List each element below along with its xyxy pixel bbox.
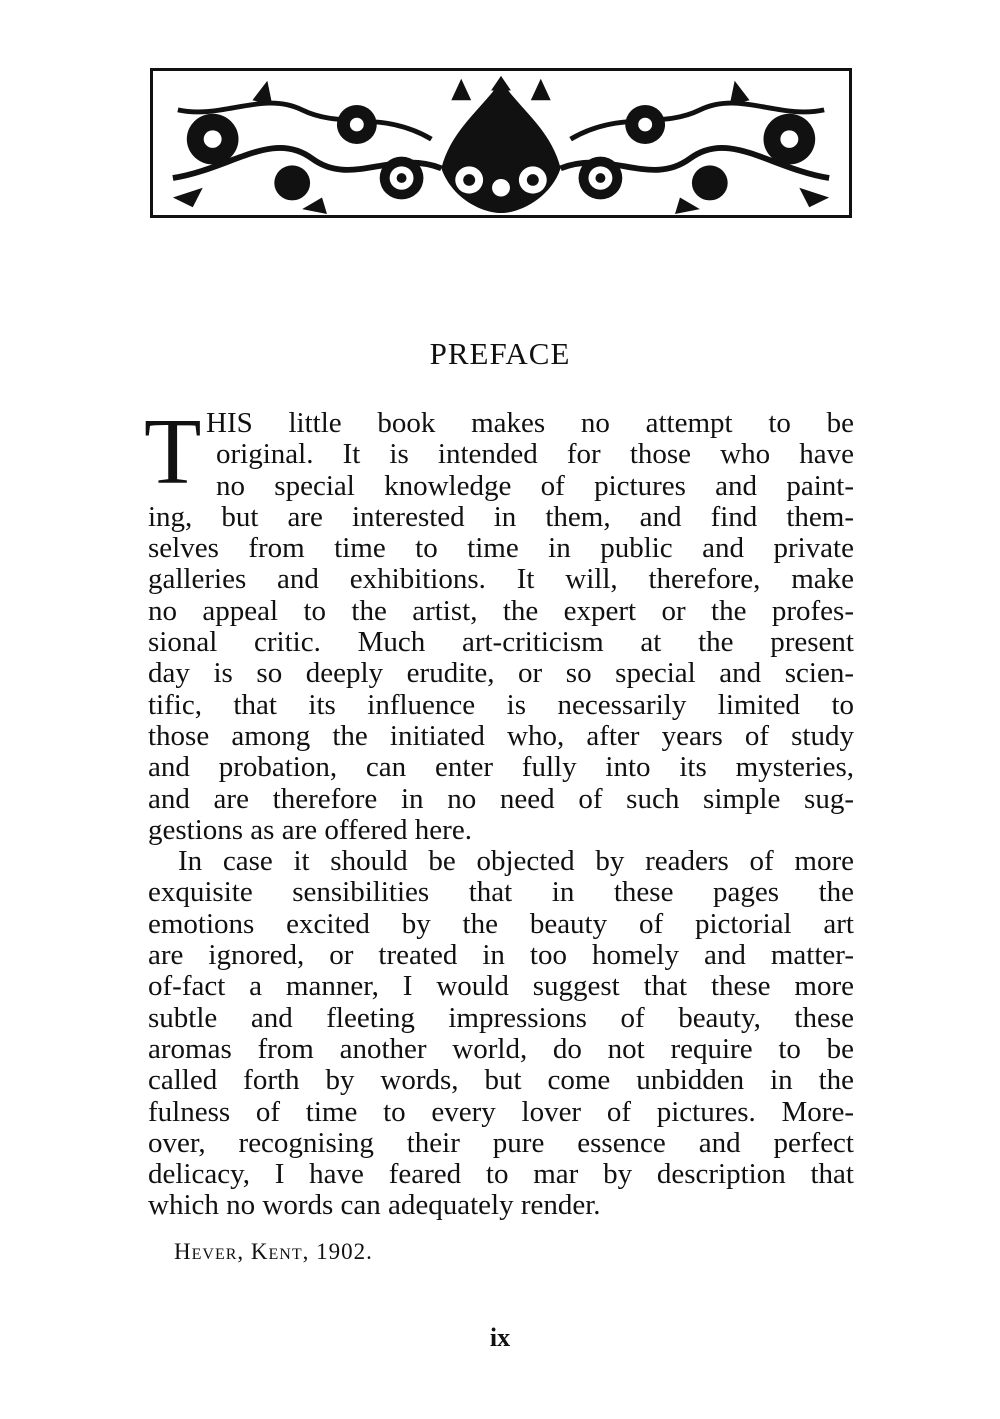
- text-line: aromas from another world, do not require to be: [148, 1032, 854, 1065]
- text-line: and probation, can enter fully into its mysteries,: [148, 751, 854, 784]
- text-line: selves from time to time in public and private: [148, 532, 854, 565]
- page-number: ix: [489, 1323, 511, 1352]
- text-line: delicacy, I have feared to mar by description that: [148, 1158, 854, 1191]
- text-line: In case it should be objected by readers of more: [178, 845, 854, 878]
- page-title: PREFACE: [429, 336, 571, 371]
- floral-ornament-icon: [153, 71, 849, 215]
- drop-cap: T: [144, 400, 202, 504]
- text-line: galleries and exhibitions. It will, therefore, make: [148, 563, 854, 596]
- text-line: gestions as are offered here.: [148, 813, 472, 846]
- text-line: which no words can adequately render.: [148, 1189, 601, 1222]
- text-line: and are therefore in no need of such simple sug-: [148, 782, 854, 815]
- text-line: no special knowledge of pictures and paint-: [216, 469, 854, 502]
- text-line: subtle and fleeting impressions of beauty, these: [148, 1001, 854, 1034]
- ornamental-headpiece: [150, 68, 852, 218]
- text-line: original. It is intended for those who have: [216, 438, 854, 471]
- text-line: emotions excited by the beauty of pictorial art: [148, 907, 854, 940]
- preface-body: [144, 400, 854, 1222]
- text-line: of-fact a manner, I would suggest that these more: [148, 970, 854, 1003]
- text-line: exquisite sensibilities that in these pages the: [148, 876, 854, 909]
- text-line: no appeal to the artist, the expert or the profes-: [148, 594, 854, 627]
- text-line: ing, but are interested in them, and find them-: [148, 500, 854, 533]
- text-line: HIS little book makes no attempt to be: [206, 407, 854, 439]
- signature-line: Hever, Kent, 1902.: [174, 1239, 373, 1264]
- text-line: called forth by words, but come unbidden in the: [148, 1064, 854, 1097]
- text-line: fulness of time to every lover of pictures. More-: [148, 1095, 854, 1128]
- text-line: sional critic. Much art-criticism at the present: [148, 626, 854, 659]
- text-line: those among the initiated who, after years of study: [148, 719, 854, 752]
- text-line: day is so deeply erudite, or so special and scien-: [148, 657, 854, 690]
- text-line: tific, that its influence is necessarily limited to: [148, 688, 854, 721]
- text-line: over, recognising their pure essence and perfect: [148, 1126, 854, 1159]
- text-line: are ignored, or treated in too homely and matter-: [148, 939, 854, 972]
